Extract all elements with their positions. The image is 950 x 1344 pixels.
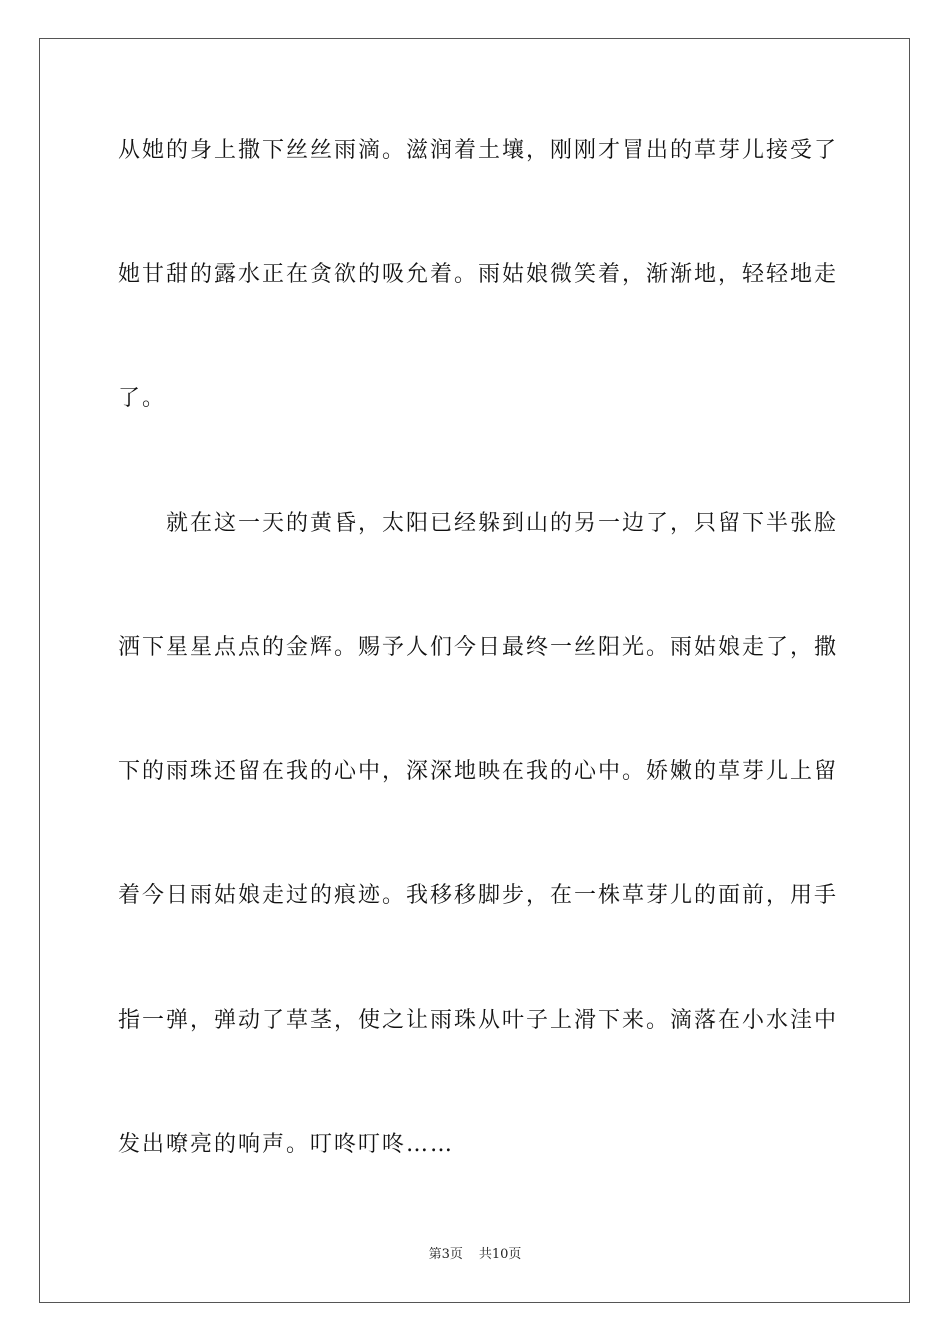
text-line: 发出嘹亮的响声。叮咚叮咚…… (118, 1132, 455, 1157)
paragraph-start-line: 就在这一天的黄昏，太阳已经躲到山的另一边了，只留下半张脸 (118, 511, 839, 536)
page-border (39, 38, 910, 1303)
page-footer (0, 1246, 950, 1264)
text-line: 下的雨珠还留在我的心中，深深地映在我的心中。娇嫩的草芽儿上留 (118, 759, 839, 784)
page-number: 第3页 (428, 1247, 463, 1262)
text-line: 了。 (118, 386, 167, 411)
text-line: 指一弹，弹动了草茎，使之让雨珠从叶子上滑下来。滴落在小水洼中 (118, 1008, 839, 1033)
text-line: 洒下星星点点的金辉。赐予人们今日最终一丝阳光。雨姑娘走了，撒 (118, 635, 839, 660)
text-line: 从她的身上撒下丝丝雨滴。滋润着土壤，刚刚才冒出的草芽儿接受了 (118, 138, 839, 163)
text-line: 她甘甜的露水正在贪欲的吸允着。雨姑娘微笑着，渐渐地，轻轻地走 (118, 262, 839, 287)
text-line: 着今日雨姑娘走过的痕迹。我移移脚步，在一株草芽儿的面前，用手 (118, 883, 839, 908)
page-total: 共10页 (478, 1247, 522, 1262)
